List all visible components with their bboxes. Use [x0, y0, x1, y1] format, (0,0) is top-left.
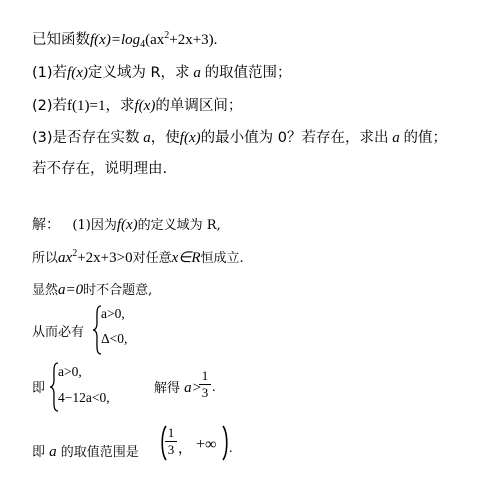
s5-solve: [154, 377, 202, 397]
q1-prefix: (1)若: [32, 65, 68, 81]
problem-line-4: [32, 126, 447, 147]
s6-a: a: [49, 444, 57, 460]
s5-row1: a>0,: [58, 364, 82, 379]
s6-infinity: +∞: [196, 436, 217, 453]
q3-mid1: ，使: [150, 130, 180, 146]
q2-mid: ，求: [105, 98, 135, 114]
q2-suffix: 的单调区间；: [155, 98, 243, 114]
q2-f1: f(1)=1: [67, 98, 106, 114]
s6-comma: ，: [178, 442, 192, 457]
q3-a: a: [143, 130, 151, 146]
s2-math2: +2x+3>0: [77, 250, 133, 266]
frac-b-den: 3: [167, 442, 175, 457]
s2-math1: ax: [58, 250, 73, 266]
intro-text: 已知函数: [32, 32, 90, 48]
s6-prefix: 即: [32, 445, 46, 460]
q1-suffix: 的取值范围；: [204, 65, 292, 81]
q3-prefix: (3)是否存在实数: [32, 130, 140, 146]
frac-a-num: 1: [201, 368, 209, 383]
s5-dot: .: [212, 380, 216, 395]
q1-a: a: [193, 65, 201, 81]
problem-line-2: [32, 61, 292, 82]
solution-line-2: [32, 247, 244, 267]
s3-prefix: 显然: [32, 283, 59, 298]
s2-prefix: 所以: [32, 251, 59, 266]
fraction-one-third-a: [199, 369, 211, 400]
log-base: 4: [140, 39, 146, 50]
q2-fx: f(x): [134, 98, 156, 114]
log-arg-rest: +2x+3).: [169, 32, 218, 48]
s1-suffix: 的定义域为 R,: [137, 218, 221, 233]
q2-prefix: (2)若: [32, 98, 68, 114]
s5-row2: 4−12a<0,: [58, 390, 110, 405]
s6-dot: .: [229, 441, 233, 456]
s2-x: x∈R: [171, 250, 201, 266]
problem-line-1: [32, 28, 217, 49]
solution-line-1: [32, 214, 221, 234]
s1-prefix: (1)因为: [72, 218, 117, 233]
solution-label: 解：: [32, 217, 60, 233]
solution-line-4-prefix: [32, 321, 84, 340]
frac-b-num: 1: [167, 425, 175, 440]
s5-prefix: 即: [32, 381, 46, 396]
solution-line-5-prefix: [32, 377, 45, 396]
problem-line-5: [32, 157, 167, 178]
solution-line-3: [32, 279, 152, 299]
q3-mid2: 的最小值为 0？若存在，求出: [200, 130, 389, 146]
function-def: f(x)=log: [90, 32, 141, 48]
s2-exp: 2: [72, 248, 78, 259]
fraction-one-third-b: [165, 426, 177, 457]
s4-row2: Δ<0,: [101, 331, 128, 346]
s5-ineq: a>: [184, 380, 202, 396]
s6-mid: 的取值范围是: [60, 445, 139, 460]
q3-line2: 若不存在，说明理由.: [32, 161, 168, 177]
s4-row1: a>0,: [101, 306, 125, 321]
s1-fx: f(x): [116, 217, 138, 233]
q3-fx: f(x): [179, 130, 201, 146]
s2-suffix: 恒成立.: [200, 251, 244, 266]
s5-solve-text: 解得: [154, 381, 181, 396]
log-arg-open: (ax: [145, 32, 165, 48]
s4-prefix: 从而必有: [32, 325, 85, 340]
s2-mid: 对任意: [132, 251, 172, 266]
problem-line-3: [32, 94, 242, 115]
frac-a-den: 3: [201, 385, 209, 400]
q1-fx: f(x): [67, 65, 88, 81]
exponent: 2: [164, 30, 170, 41]
s3-suffix: 时不合题意,: [83, 283, 153, 298]
q3-a2: a: [392, 130, 400, 146]
q1-mid: 定义域为 R，求: [87, 65, 190, 81]
solution-line-6: [32, 441, 139, 461]
s3-math: a=0: [58, 282, 84, 298]
q3-suffix: 的值；: [403, 130, 447, 146]
